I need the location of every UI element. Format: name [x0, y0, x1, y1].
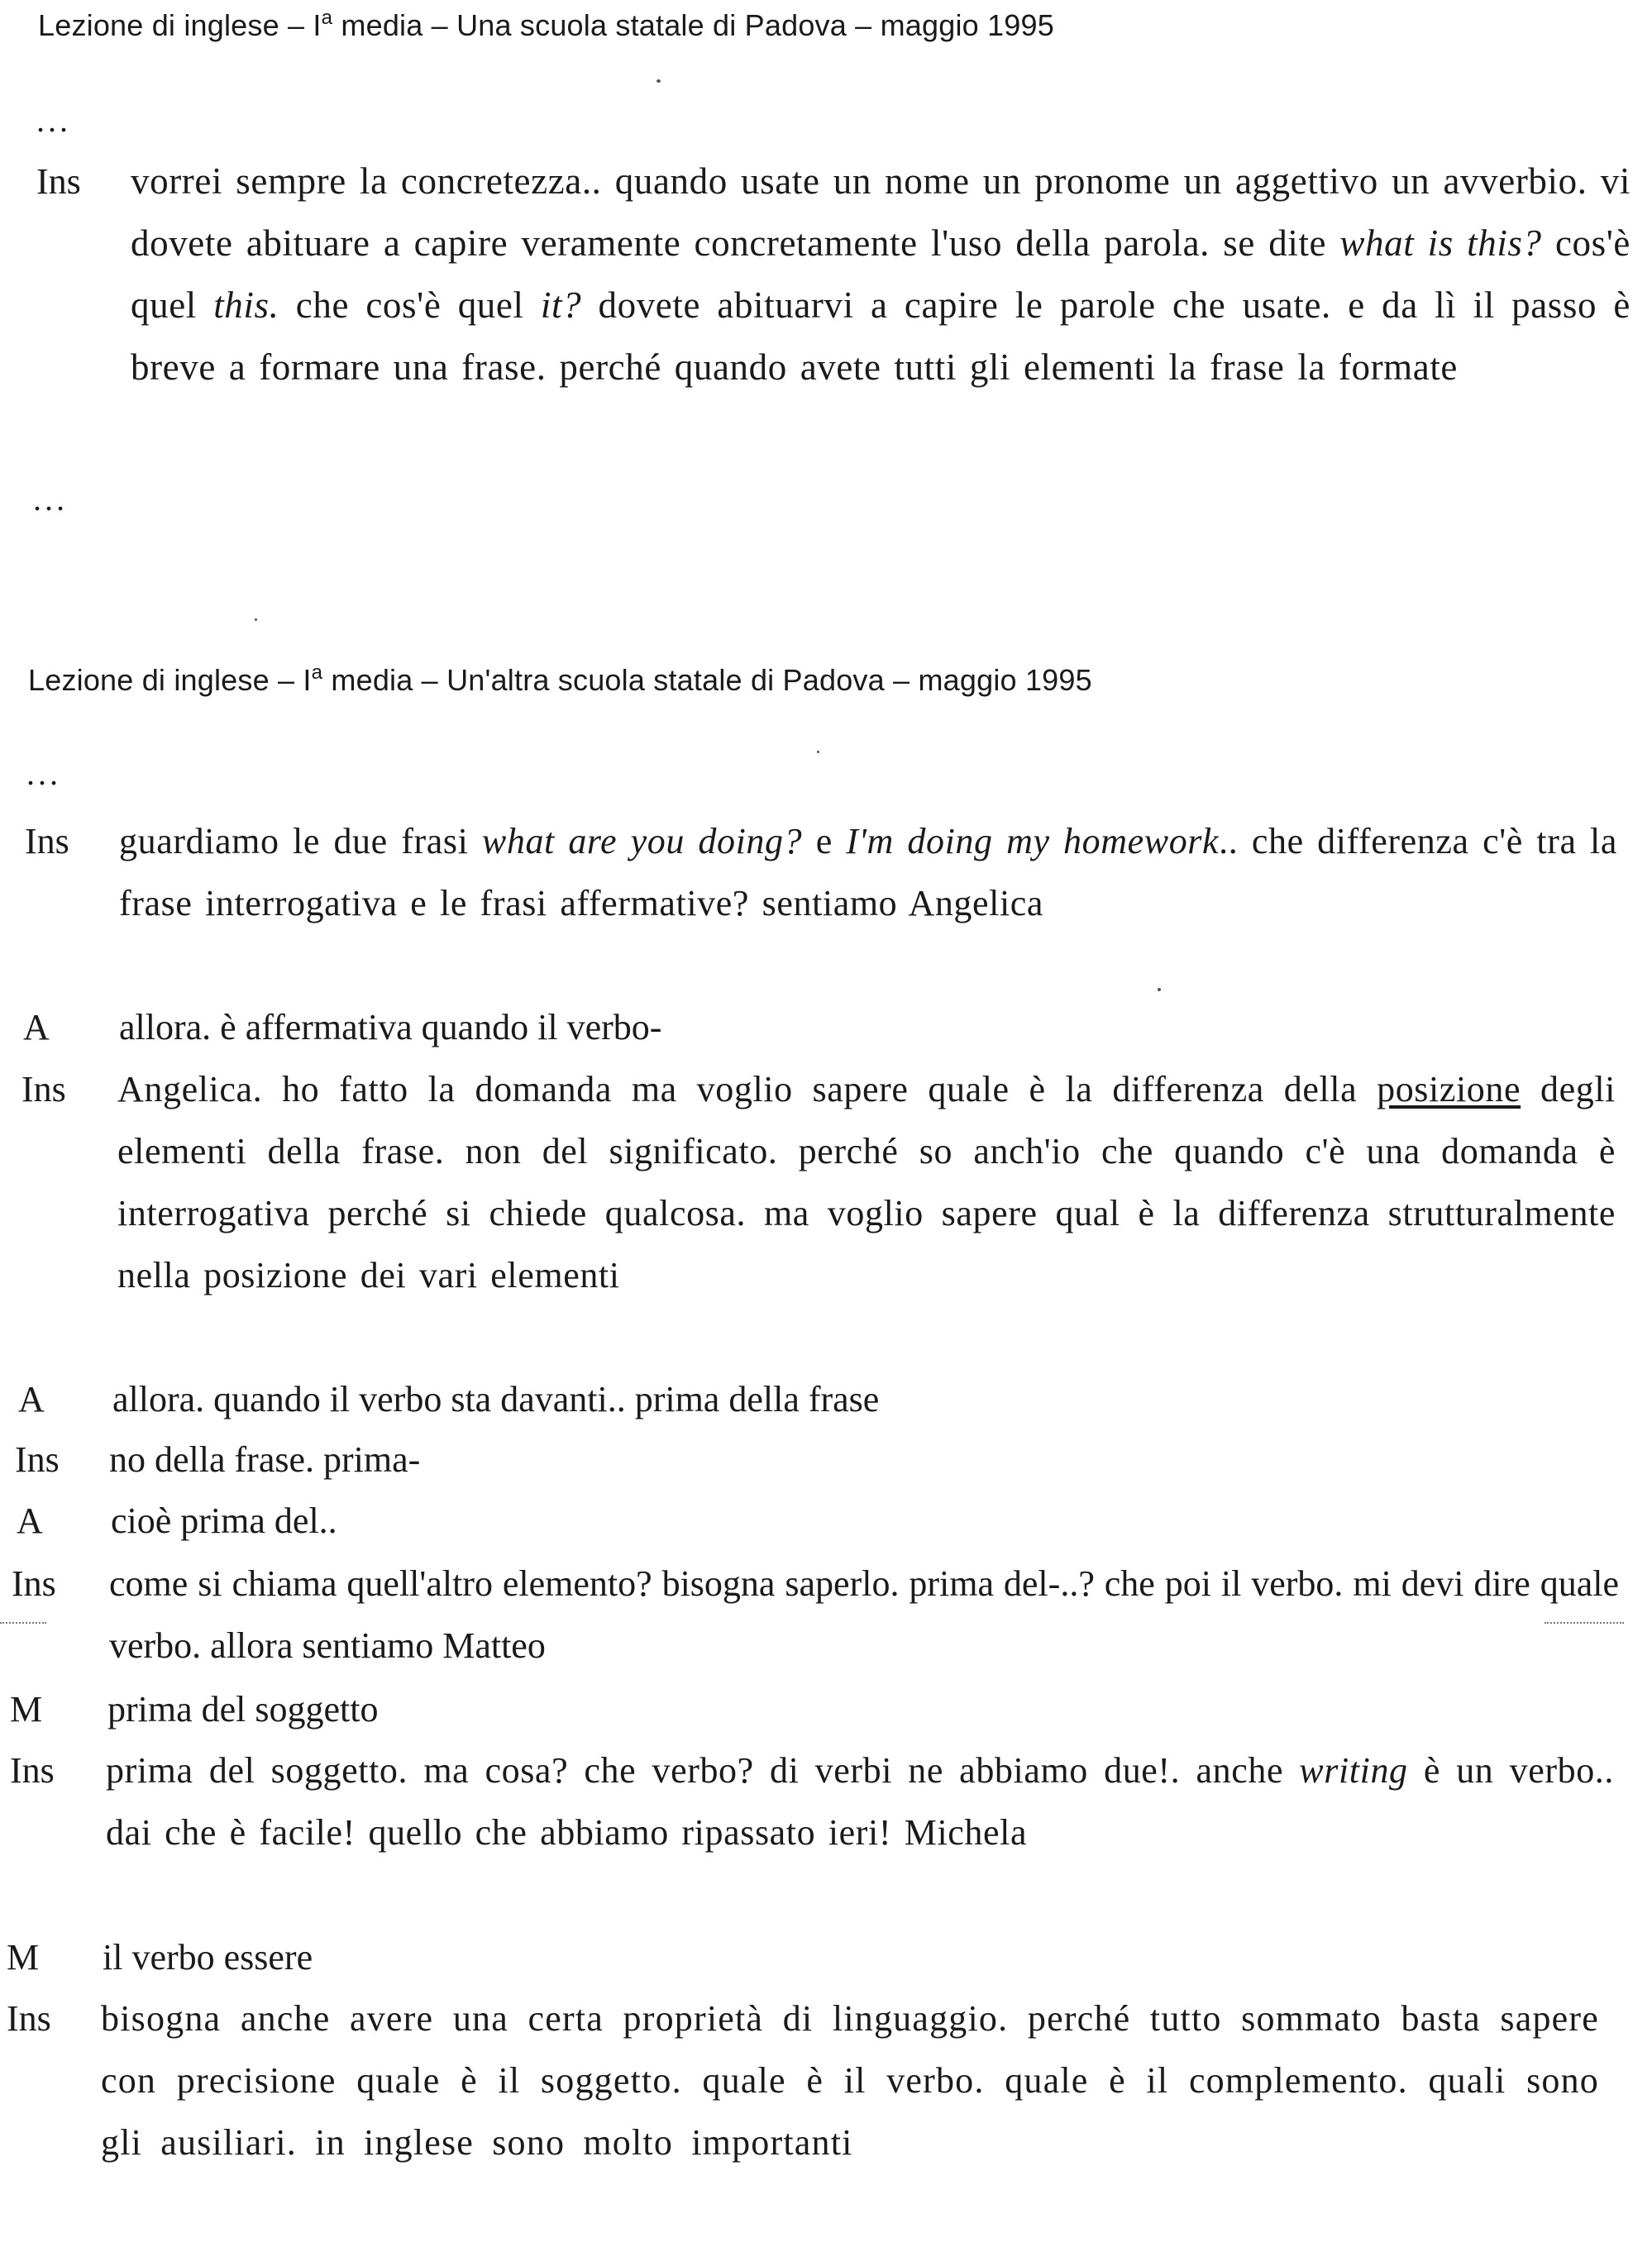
utterance: come si chiama quell'altro elemento? bisogna saperlo. prima del-..? che poi il verbo. mi devi dire quale verbo. allora sentiamo Matteo	[109, 1563, 1619, 1666]
utterance: il verbo essere	[103, 1937, 313, 1978]
utterance: prima del soggetto. ma cosa? che verbo? di verbi ne abbiamo due!. anche writing è un verbo.. dai che è facile! quello che abbiamo ripassato ieri! Michela	[106, 1750, 1614, 1853]
utterance: prima del soggetto	[107, 1689, 379, 1730]
speaker-label: Ins	[36, 161, 81, 202]
scan-speck	[1158, 988, 1161, 991]
ellipsis: ...	[36, 102, 71, 139]
speaker-label: Ins	[15, 1439, 60, 1480]
speaker-label: Ins	[12, 1563, 56, 1604]
scan-speck	[817, 751, 819, 753]
ellipsis: ...	[33, 480, 68, 518]
utterance: cioè prima del..	[111, 1501, 337, 1541]
utterance: vorrei sempre la concretezza.. quando usate un nome un pronome un aggettivo un avverbio. vi dovete abituare a capire veramente concretamente l'uso della parola. se dite what is this? cos'è quel this. che cos'è quel it? dovete abituarvi a capire le parole che usate. e da lì il passo è breve a formare una frase. perché quando avete tutti gli elementi la frase la formate	[131, 160, 1631, 388]
speaker-label: A	[23, 1007, 50, 1047]
speaker-label: Ins	[7, 1998, 51, 2039]
utterance: allora. quando il verbo sta davanti.. prima della frase	[112, 1379, 880, 1419]
section1-heading: Lezione di inglese – $I^a$ media – Una scuola statale di Padova – maggio 1995	[38, 7, 1054, 42]
speaker-label: A	[17, 1501, 43, 1541]
utterance: guardiamo le due frasi what are you doing? e I'm doing my homework.. che differenza c'è tra la frase interrogativa e le frasi affermative? sentiamo Angelica	[119, 821, 1617, 923]
scan-speck	[657, 79, 661, 83]
ellipsis: ...	[26, 755, 61, 792]
speaker-label: M	[7, 1937, 40, 1978]
speaker-label: Ins	[10, 1750, 55, 1791]
scan-mark	[1545, 1622, 1624, 1625]
section2-heading: Lezione di inglese – $I^a$ media – Un'altra scuola statale di Padova – maggio 1995	[28, 661, 1092, 697]
utterance: no della frase. prima-	[109, 1439, 421, 1480]
utterance: bisogna anche avere una certa proprietà di linguaggio. perché tutto sommato basta sapere con precisione quale è il soggetto. quale è il verbo. quale è il complemento. quali sono gli ausiliari. in inglese sono molto importanti	[101, 1998, 1599, 2163]
speaker-label: A	[18, 1379, 45, 1419]
utterance: allora. è affermativa quando il verbo-	[119, 1007, 662, 1047]
utterance: Angelica. ho fatto la domanda ma voglio sapere quale è la differenza della posizione degli elementi della frase. non del significato. perché so anch'io che quando c'è una domanda è interrogativa perché si chiede qualcosa. ma voglio sapere qual è la differenza strutturalmente nella posizione dei vari elementi	[117, 1069, 1616, 1295]
scan-mark	[0, 1622, 46, 1625]
speaker-label: Ins	[25, 821, 69, 861]
scan-speck	[255, 618, 257, 621]
speaker-label: Ins	[21, 1069, 66, 1109]
speaker-label: M	[10, 1689, 43, 1730]
